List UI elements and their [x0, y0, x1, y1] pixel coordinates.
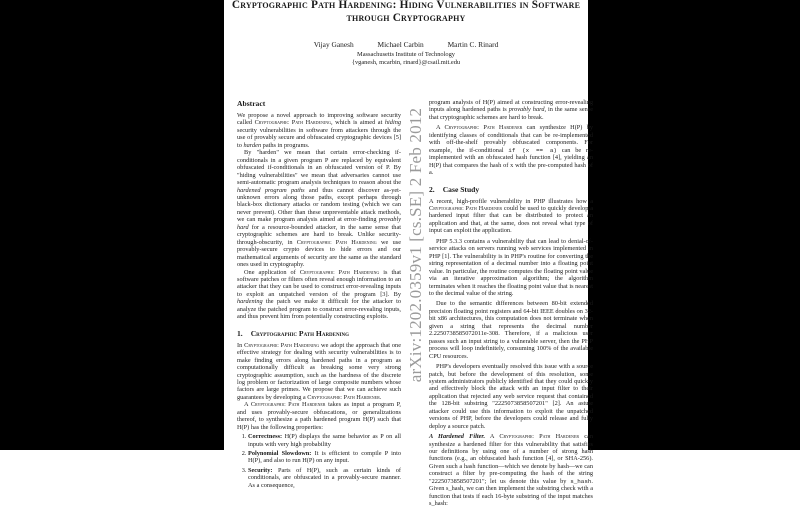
paper-page [224, 0, 594, 508]
left-black-margin [0, 0, 224, 450]
author-emails: {vganesh, mcarbin, rinard}@csail.mit.edu [351, 59, 461, 66]
affiliation: Massachusetts Institute of Technology [357, 51, 455, 58]
abstract-paragraph: We propose a novel approach to improving software security called Cryptographic Path Hardening, which is aimed at hiding security vulnerabilities in software from attackers through the use of provably secure and obfuscated cryptographic devices [5] to harden paths in programs. [237, 112, 401, 149]
paper-title: Cryptographic Path Hardening: Hiding Vulnerabilities in Software through Cryptography [231, 0, 581, 24]
author-name: Michael Carbin [377, 40, 424, 49]
section-paragraph: A Cryptographic Path Hardener takes as input a program P, and uses provably-secure obfuscations, or generalizations thereof, to synthesize a path hardened program H(P) such that H(P) has the following properties: [237, 401, 402, 431]
affiliation-block [224, 51, 588, 67]
right-column [429, 99, 593, 508]
author-list [224, 40, 588, 49]
section-paragraph: PHP 5.3.3 contains a vulnerability that can lead to denial-of-service attacks on servers running web services implemented in PHP [1]. The vulnerability is in PHP's routine for converting the string representation of a decimal number into a floating point value. In particular, the routine computes the floating point value via an iterative approximation algorithm; the algorithm terminates when it reaches the floating point value that is nearest to the decimal value of the string. [429, 237, 593, 297]
list-item: 1. Correctness: H(P) displays the same behavior as P on all inputs with very high probability [248, 433, 401, 448]
section-paragraph: A Cryptographic Path Hardener can synthesize H(P) by identifying classes of conditionals that can be re-implemented with off-the-shelf provably obfuscated components. For example, the if-conditional if (x == a) can be re-implemented with an obfuscated hash function [4], yielding an H(P) that compares the hash of x with the pre-computed hash of a. [429, 124, 593, 177]
list-item: 3. Security: Parts of H(P), such as certain kinds of conditionals, are obfuscated in a provably-secure manner. As a consequence, [248, 467, 401, 489]
list-item: 2. Polynomial Slowdown: It is efficient to compile P into H(P), and also to run H(P) on any input. [248, 450, 401, 465]
author-name: Vijay Ganesh [313, 40, 354, 49]
section-paragraph: Due to the semantic differences between 80-bit extended precision floating point registers and 64-bit IEEE doubles on 32-bit x86 architectures, this computation does not terminate when given a string that represents the decimal number 2.2250738585072011e-308. Therefore, if a malicious user passes such an input string to a vulnerable server, then the PHP process will loop indefinitely, consuming 100% of the available CPU resources. [429, 300, 593, 360]
section-paragraph: program analysis of H(P) aimed at constructing error-revealing inputs along hardened paths is provably hard, in the same sense that cryptographic schemes are hard to break. [429, 99, 594, 121]
section-paragraph: A recent, high-profile vulnerability in PHP illustrates how a Cryptographic Path Hardener could be used to quickly develop a hardened input filter that can be distributed to protect an application and that, at the same, does not reveal what type of input can exploit the application. [429, 197, 593, 235]
right-black-margin [588, 0, 800, 450]
section-heading: 1. Cryptographic Path Hardening [237, 328, 350, 338]
section-paragraph: PHP's developers eventually resolved this issue with a source patch, but before the development of this resolution, some system administrators publicly identified that they could quickly and effectively block the attack with an input filter to their application that rejected any web service request that contained the 128-bit substring "2225073858507201" [2]. An astute attacker could use this information to exploit the unpatched versions of PHP, before the developers could release and fully deploy a source patch. [429, 363, 593, 430]
section-heading: 2. Case Study [429, 184, 480, 194]
author-name: Martin C. Rinard [447, 40, 499, 49]
section-paragraph: A Hardened Filter. A Cryptographic Path Hardener can synthesize a hardened filter for this vulnerability that satisfies our definitions by using one of a number of strong hash functions (e.g., an obfuscated hash function [4], or SHA-256). Given such a hash function—which we denote by hash—we can construct a filter by pre-computing the hash of the string "2225073858507201"; let us denote this value by s_hash. Given s_hash, we can then implement the substring check with a function that tests if each 16-byte substring of the input matches s_hash: [429, 433, 593, 508]
arxiv-identifier: arXiv:1202.0359v1 [cs.SE] 2 Feb 2012 [406, 107, 425, 383]
property-list [237, 433, 401, 489]
left-column [237, 99, 401, 491]
abstract-paragraph: One application of Cryptographic Path Hardening is that software patches or filters often reveal enough information to an attacker that they can be used to construct error-revealing inputs to exploit an unpatched version of the program [3]. By hardening the patch we make it difficult for the attacker to analyze the patched program to construct error-revealing inputs, and thus prevent him from potentially constructing exploits. [237, 268, 401, 321]
abstract-heading: Abstract [237, 99, 266, 108]
section-paragraph: In Cryptographic Path Hardening we adopt the approach that one effective strategy for dealing with security vulnerabilities is to make finding errors along hardened paths in a program as computationally difficult as breaking some very strong cryptographic assumption, such as the hardness of the discrete log problem or factorization of large composite numbers whose factors are large primes. We propose that we can achieve such guarantees by developing a Cryptographic Path Hardener. [237, 341, 401, 401]
abstract-paragraph: By "harden" we mean that certain error-checking if-conditionals in a given program P are replaced by equivalent obfuscated if-conditionals in an obfuscated version of P. By "hiding vulnerabilities" we mean that adversaries cannot use semi-automatic program analysis techniques to reason about the hardened program paths and thus cannot discover as-yet-unknown errors along those paths, except perhaps through black-box dictionary attacks or random testing (which we can never prevent). Other than these unpreventable attack methods, we can make program analysis aimed at error-finding provably hard for a resource-bounded attacker, in the same sense that cryptographic schemes are hard to break. Unlike security-through-obscurity, in Cryptographic Path Hardening we use provably-secure crypto devices to hide errors and our mathematical arguments of security are the same as the standard ones used in cryptography. [237, 149, 401, 269]
